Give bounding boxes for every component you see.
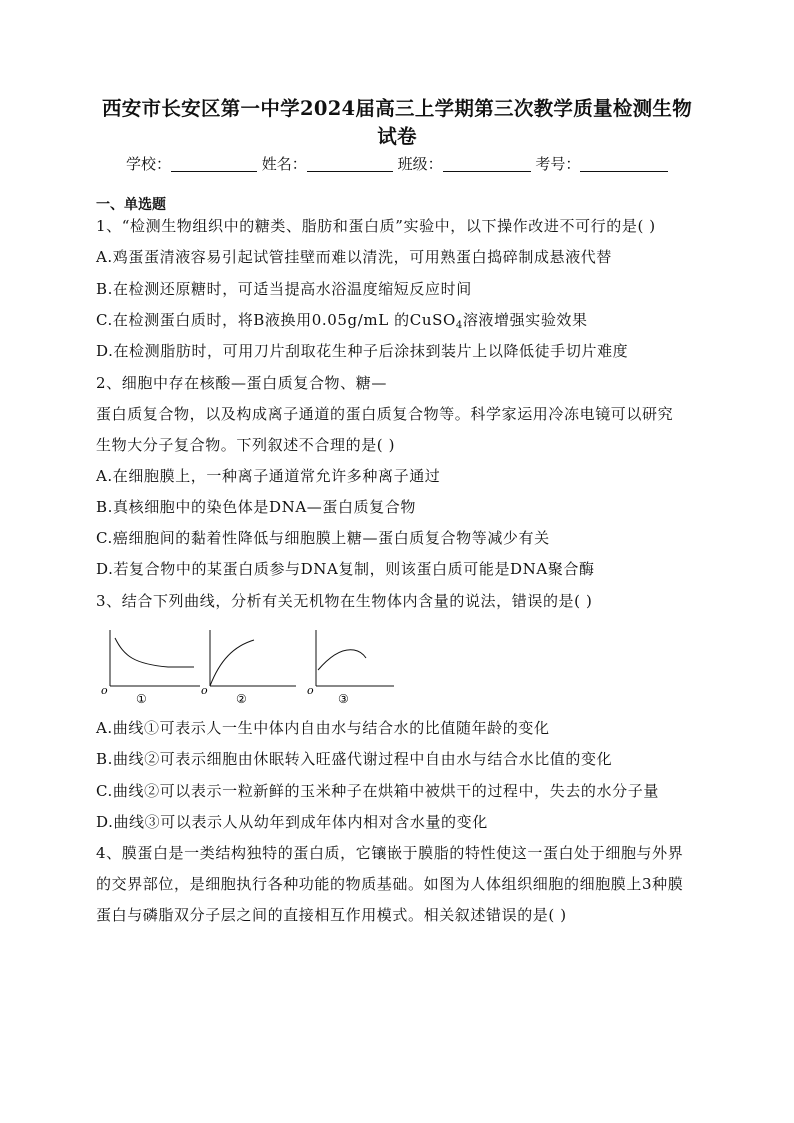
fig1-label: ① — [136, 692, 147, 706]
q4-stem-line3: 蛋白与磷脂双分子层之间的直接相互作用模式。相关叙述错误的是( ) — [96, 906, 567, 924]
q2-option-c: C.癌细胞间的黏着性降低与细胞膜上糖—蛋白质复合物等减少有关 — [96, 529, 550, 547]
q4-stem-line2: 的交界部位，是细胞执行各种功能的物质基础。如图为人体组织细胞的细胞膜上3种膜 — [96, 875, 684, 893]
q4-stem-line1: 4、膜蛋白是一类结构独特的蛋白质，它镶嵌于膜脂的特性使这一蛋白处于细胞与外界 — [96, 844, 684, 862]
exam-number-label: 考号： — [535, 155, 581, 173]
exam-title: 西安市长安区第一中学2024届高三上学期第三次教学质量检测生物 — [101, 97, 693, 120]
school-label: 学校： — [126, 155, 172, 173]
curve-figure-3 — [307, 630, 394, 706]
student-info-row — [126, 154, 668, 174]
fig1-curve — [115, 638, 194, 667]
q1-option-c-text-end: 溶液增强实验效果 — [462, 311, 588, 329]
q2-stem-line2: 蛋白质复合物，以及构成离子通道的蛋白质复合物等。科学家运用冷冻电镜可以研究 — [96, 405, 674, 423]
q3-curve-figures — [98, 626, 398, 708]
q3-stem: 3、结合下列曲线，分析有关无机物在生物体内含量的说法，错误的是( ) — [96, 592, 593, 610]
q3-option-d: D.曲线③可以表示人从幼年到成年体内相对含水量的变化 — [96, 813, 488, 831]
name-label: 姓名： — [261, 155, 307, 173]
class-blank[interactable] — [443, 156, 531, 172]
q3-option-c: C.曲线②可以表示一粒新鲜的玉米种子在烘箱中被烘干的过程中，失去的水分子量 — [96, 782, 659, 800]
q3-option-a: A.曲线①可表示人一生中体内自由水与结合水的比值随年龄的变化 — [96, 719, 550, 737]
fig2-origin: o — [201, 684, 208, 697]
fig1-origin: o — [101, 684, 108, 697]
fig3-origin: o — [307, 684, 314, 697]
curve-figure-1 — [101, 630, 200, 706]
fig3-label: ③ — [338, 692, 349, 706]
curve-figure-2 — [201, 630, 296, 706]
q2-stem-line3: 生物大分子复合物。下列叙述不合理的是( ) — [96, 436, 396, 454]
q1-option-c — [96, 310, 588, 336]
q1-option-d: D.在检测脂肪时，可用刀片刮取花生种子后涂抹到装片上以降低徒手切片难度 — [96, 342, 629, 360]
q2-option-a: A.在细胞膜上，一种离子通道常允许多种离子通过 — [96, 467, 441, 485]
fig2-label: ② — [236, 692, 247, 706]
school-blank[interactable] — [171, 156, 257, 172]
class-label: 班级： — [397, 155, 443, 173]
q2-option-d: D.若复合物中的某蛋白质参与DNA复制，则该蛋白质可能是DNA聚合酶 — [96, 560, 595, 578]
section-heading: 一、单选题 — [96, 197, 166, 213]
q2-stem-line1: 2、细胞中存在核酸—蛋白质复合物、糖— — [96, 374, 387, 392]
q1-option-c-text: C.在检测蛋白质时，将B液换用0.05g/mL 的CuSO — [96, 311, 456, 329]
q1-option-a: A.鸡蛋蛋清液容易引起试管挂壁而难以清洗，可用熟蛋白捣碎制成悬液代替 — [96, 248, 613, 266]
fig3-curve — [318, 650, 366, 670]
fig2-curve — [210, 640, 254, 686]
q1-option-c-subscript: 4 — [455, 320, 463, 331]
q2-option-b: B.真核细胞中的染色体是DNA—蛋白质复合物 — [96, 498, 416, 516]
q1-stem: 1、“检测生物组织中的糖类、脂肪和蛋白质”实验中，以下操作改进不可行的是( ) — [96, 217, 656, 235]
q1-option-b: B.在检测还原糖时，可适当提高水浴温度缩短反应时间 — [96, 280, 472, 298]
q3-option-b: B.曲线②可表示细胞由休眠转入旺盛代谢过程中自由水与结合水比值的变化 — [96, 750, 613, 768]
name-blank[interactable] — [307, 156, 393, 172]
exam-title-line2: 试卷 — [377, 125, 417, 148]
exam-number-blank[interactable] — [580, 156, 668, 172]
